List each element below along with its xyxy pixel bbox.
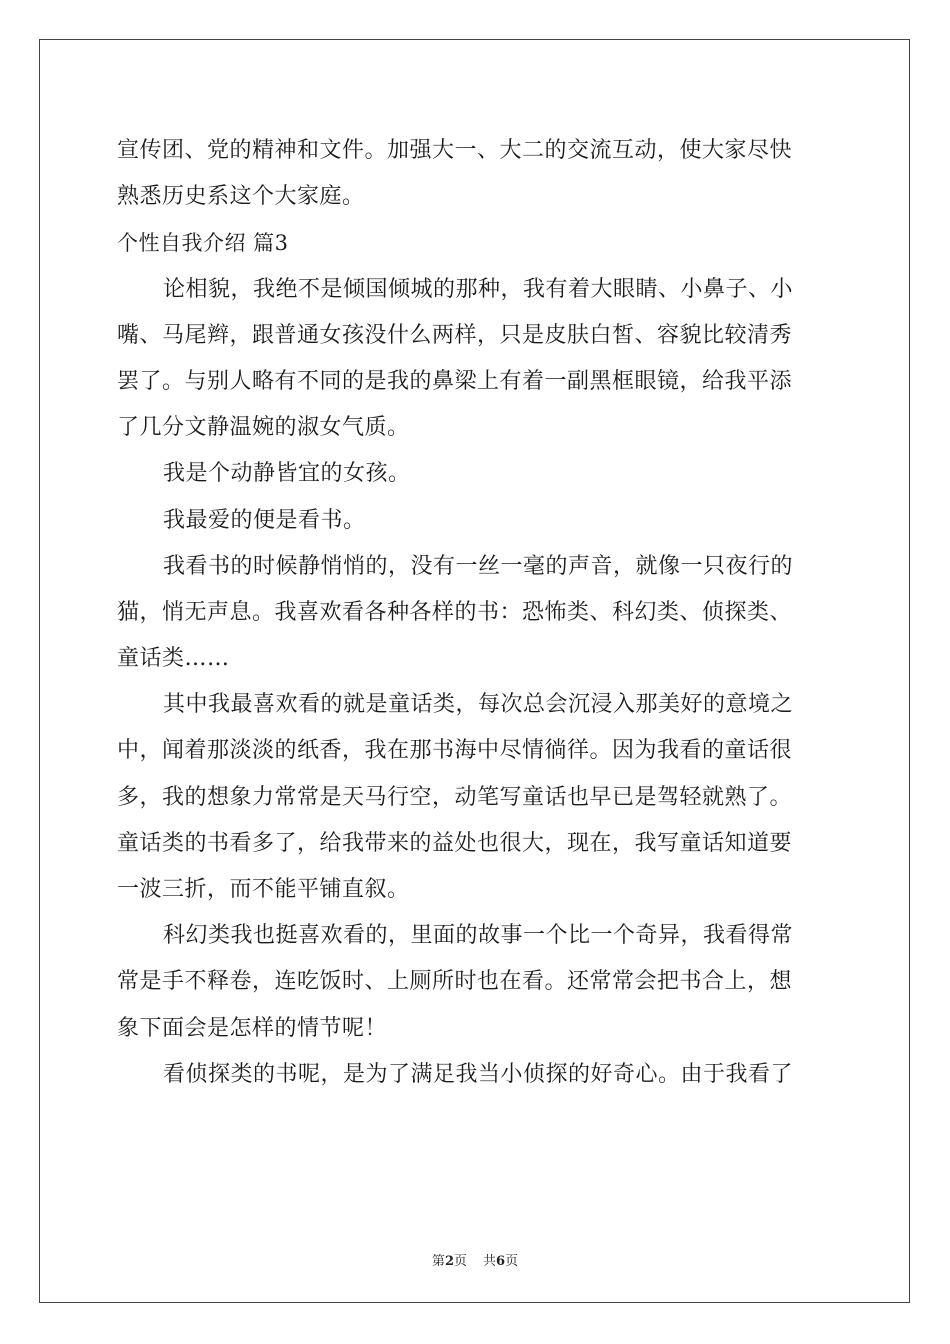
- text-line: 象下面会是怎样的情节呢！: [117, 1015, 388, 1041]
- document-body: [117, 128, 837, 1098]
- section-heading: 个性自我介绍 篇3: [117, 231, 289, 256]
- page-suffix: 页: [453, 1254, 467, 1269]
- text-line: 常是手不释卷，连吃饭时、上厕所时也在看。还常常会把书合上，想: [117, 969, 793, 995]
- text-line: 一波三折，而不能平铺直叙。: [117, 877, 410, 902]
- total-pages: 6: [496, 1254, 506, 1269]
- paragraph-start: 我最爱的便是看书。: [163, 507, 366, 533]
- text-line: 童话类……: [117, 646, 230, 672]
- text-line: 童话类的书看多了，给我带来的益处也很大，现在，我写童话知道要: [117, 830, 793, 856]
- paragraph-start: 我看书的时候静悄悄的，没有一丝一毫的声音，就像一只夜行的: [163, 553, 794, 579]
- text-line: 中，闻着那淡淡的纸香，我在那书海中尽情徜徉。因为我看的童话很: [117, 738, 793, 764]
- page-number: 2: [444, 1254, 454, 1269]
- paragraph-start: 看侦探类的书呢，是为了满足我当小侦探的好奇心。由于我看了: [163, 1061, 794, 1087]
- paragraph-start: 我是个动静皆宜的女孩。: [163, 461, 411, 487]
- text-line: 嘴、马尾辫，跟普通女孩没什么两样，只是皮肤白皙、容貌比较清秀: [117, 322, 793, 348]
- page-prefix: 第: [431, 1254, 445, 1269]
- text-line: 猫，悄无声息。我喜欢看各种各样的书：恐怖类、科幻类、侦探类、: [117, 599, 793, 625]
- text-line: 罢了。与别人略有不同的是我的鼻梁上有着一副黑框眼镜，给我平添: [117, 368, 793, 394]
- paragraph-start: 其中我最喜欢看的就是童话类，每次总会沉浸入那美好的意境之: [163, 692, 794, 718]
- text-line: 多，我的想象力常常是天马行空，动笔写童话也早已是驾轻就熟了。: [117, 784, 793, 810]
- total-suffix: 页: [505, 1254, 519, 1269]
- paragraph-start: 科幻类我也挺喜欢看的，里面的故事一个比一个奇异，我看得常: [163, 923, 794, 949]
- text-line: 熟悉历史系这个大家庭。: [117, 184, 365, 210]
- text-line: 宣传团、党的精神和文件。加强大一、大二的交流互动，使大家尽快: [117, 138, 793, 163]
- text-line: 了几分文静温婉的淑女气质。: [117, 415, 410, 441]
- paragraph-start: 论相貌，我绝不是倾国倾城的那种，我有着大眼睛、小鼻子、小: [163, 276, 794, 302]
- page-footer: [0, 1250, 950, 1269]
- total-prefix: 共: [483, 1254, 497, 1269]
